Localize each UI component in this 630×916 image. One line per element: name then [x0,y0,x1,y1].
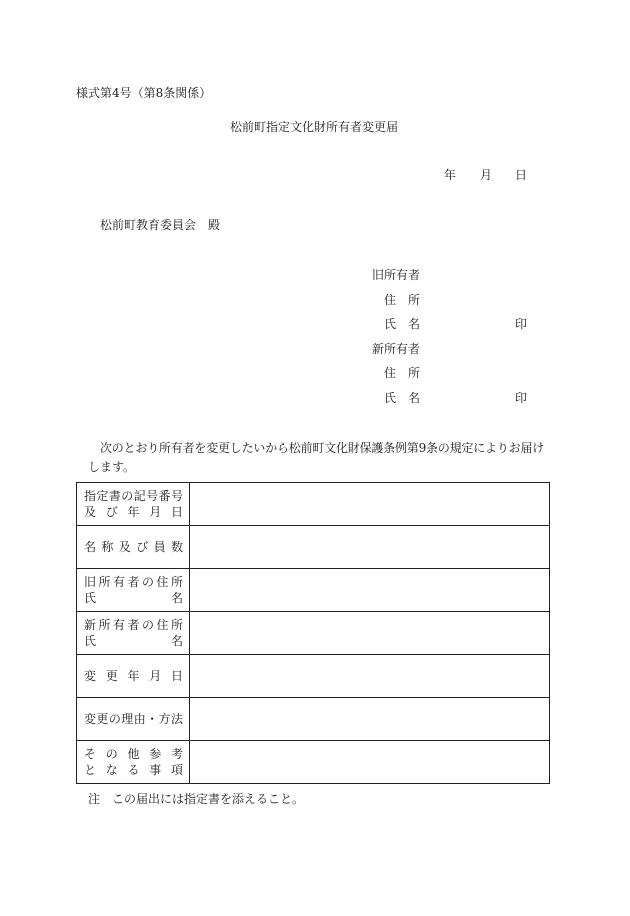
row-label [77,612,190,655]
old-owner-name-label: 氏 名 [384,317,421,331]
footnote: 注 この届出には指定書を添えること。 [88,792,305,806]
body-text-line2: します。 [88,460,136,474]
body-text-line1: 次のとおり所有者を変更したいから松前町文化財保護条例第9条の規定によりお届け [100,441,545,455]
row-label [77,741,190,784]
row-label-line: 変更年月日 [84,669,183,683]
row-label-line: 旧所有者の住所 [84,575,183,589]
row-label [77,655,190,698]
row-label-line: その他参考 [84,747,183,761]
page-title: 松前町指定文化財所有者変更届 [230,120,399,134]
row-value-field[interactable] [190,569,550,612]
row-label-line: 氏名 [84,634,183,648]
form-number: 様式第4号（第8条関係） [76,86,212,100]
date-year-label: 年 [444,168,457,182]
row-label [77,483,190,526]
new-owner-heading: 新所有者 [372,342,421,356]
row-value-field[interactable] [190,741,550,784]
row-label [77,526,190,569]
row-value-field[interactable] [190,698,550,741]
new-owner-name-label: 氏 名 [384,391,421,405]
row-value-field[interactable] [190,526,550,569]
old-owner-address-label: 住 所 [384,293,421,307]
row-label-line: 名称及び員数 [84,540,183,554]
row-label-line: 新所有者の住所 [84,618,183,632]
table-row [77,612,550,655]
row-label-line: 指定書の記号番号 [84,489,183,503]
table-row [77,698,550,741]
date-day-label: 日 [515,168,528,182]
row-label-line: 変更の理由・方法 [84,712,183,726]
new-owner-seal: 印 [515,391,528,405]
date-month-label: 月 [480,168,493,182]
row-label-line: 氏名 [84,591,183,605]
new-owner-address-label: 住 所 [384,366,421,380]
old-owner-seal: 印 [515,317,528,331]
row-value-field[interactable] [190,483,550,526]
table-row [77,569,550,612]
table-row [77,483,550,526]
row-value-field[interactable] [190,612,550,655]
row-label [77,698,190,741]
notification-table [76,482,550,784]
row-label [77,569,190,612]
table-row [77,526,550,569]
addressee: 松前町教育委員会 殿 [100,218,221,232]
table-row [77,741,550,784]
row-label-line: 及び年月日 [84,505,183,519]
old-owner-heading: 旧所有者 [372,268,421,282]
row-value-field[interactable] [190,655,550,698]
table-row [77,655,550,698]
row-label-line: となる事項 [84,763,183,777]
